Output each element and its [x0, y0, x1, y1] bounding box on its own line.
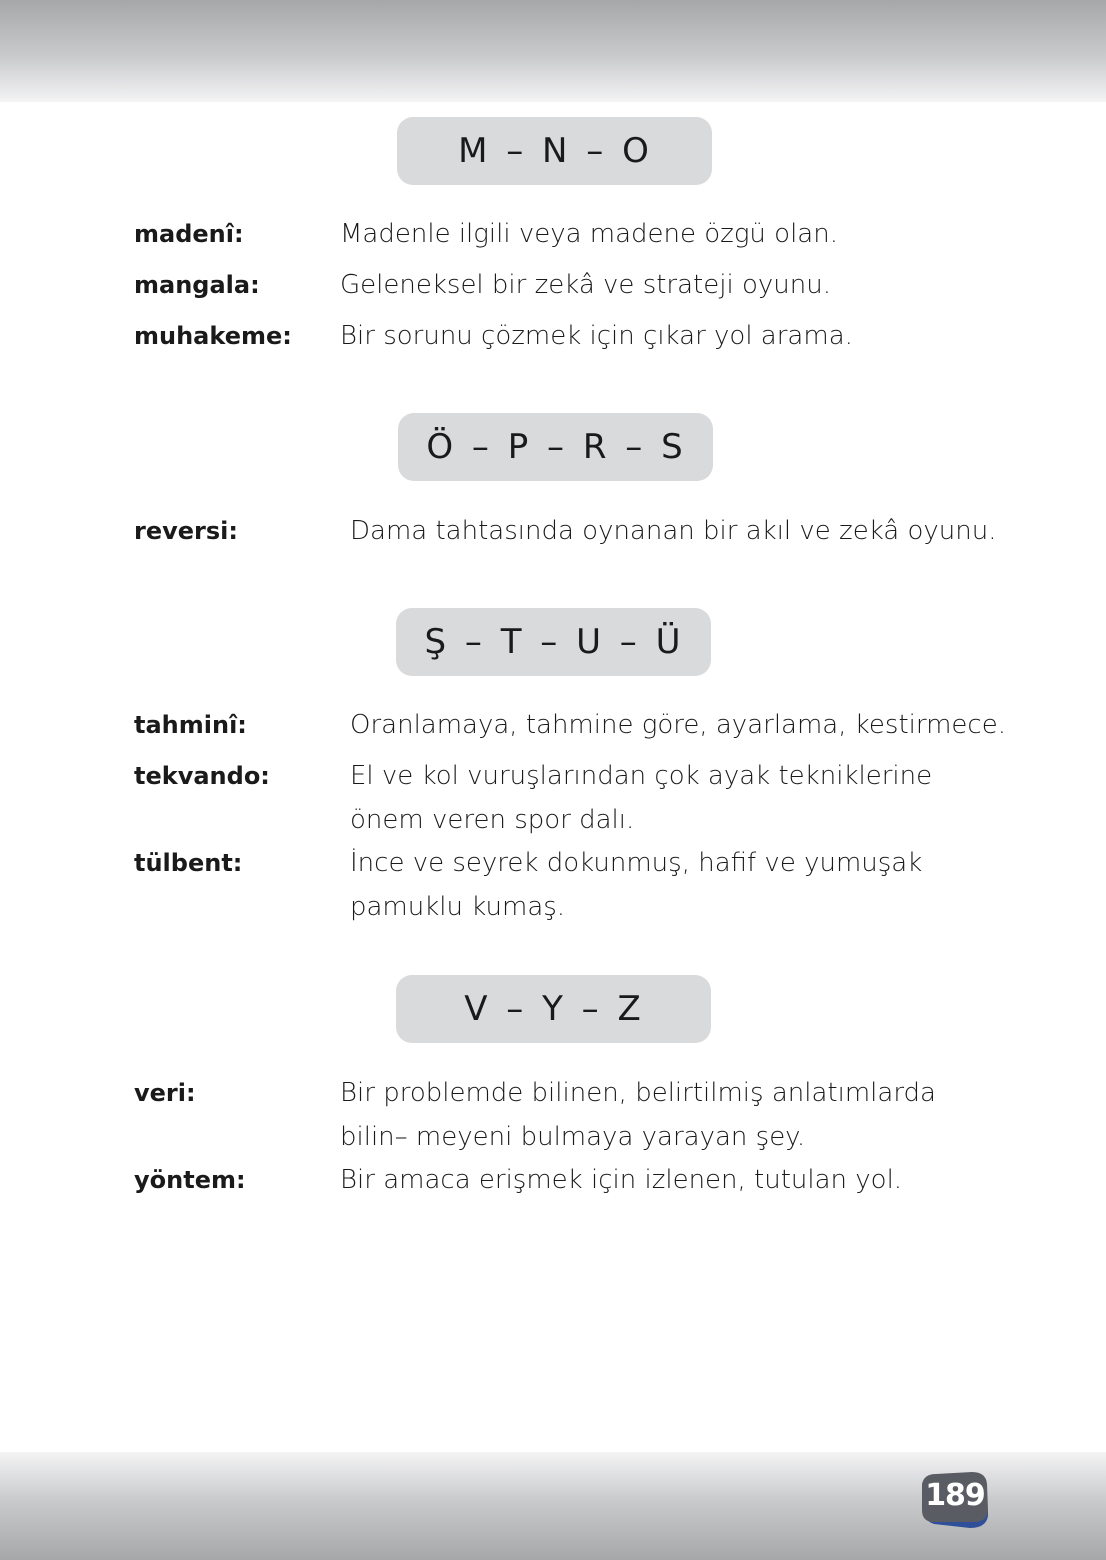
- term-mangala: mangala:: [134, 271, 260, 299]
- section-header-vyz: V – Y – Z: [396, 975, 711, 1043]
- term-muhakeme: muhakeme:: [134, 322, 292, 350]
- definition-mangala: Geleneksel bir zekâ ve strateji oyunu.: [340, 270, 831, 300]
- definition-madeni: Madenle ilgili veya madene özgü olan.: [340, 219, 838, 249]
- term-tahmini: tahminî:: [134, 711, 247, 739]
- definition-tekvando: El ve kol vuruşlarından çok ayak tekniklerine önem veren spor dalı.: [350, 761, 933, 835]
- section-header-stuu: Ş – T – U – Ü: [396, 608, 711, 676]
- term-reversi: reversi:: [134, 517, 238, 545]
- definition-yontem: Bir amaca erişmek için izlenen, tutulan yol.: [340, 1165, 903, 1195]
- term-yontem: yöntem:: [134, 1166, 246, 1194]
- term-tulbent: tülbent:: [134, 849, 243, 877]
- section-header-mno: M – N – O: [397, 117, 712, 185]
- term-madeni: madenî:: [134, 220, 244, 248]
- definition-tulbent: İnce ve seyrek dokunmuş, hafif ve yumuşak pamuklu kumaş.: [350, 848, 923, 922]
- term-tekvando: tekvando:: [134, 762, 270, 790]
- term-veri: veri:: [134, 1079, 196, 1107]
- definition-veri: Bir problemde bilinen, belirtilmiş anlatımlarda bilin– meyeni bulmaya yarayan şey.: [340, 1078, 936, 1152]
- top-gradient-band: [0, 0, 1106, 102]
- definition-reversi: Dama tahtasında oynanan bir akıl ve zekâ oyunu.: [350, 516, 997, 546]
- definition-tahmini: Oranlamaya, tahmine göre, ayarlama, kestirmece.: [350, 710, 1006, 740]
- definition-muhakeme: Bir sorunu çözmek için çıkar yol arama.: [340, 321, 853, 351]
- page-number: 189: [925, 1478, 985, 1513]
- section-header-oprs: Ö – P – R – S: [398, 413, 713, 481]
